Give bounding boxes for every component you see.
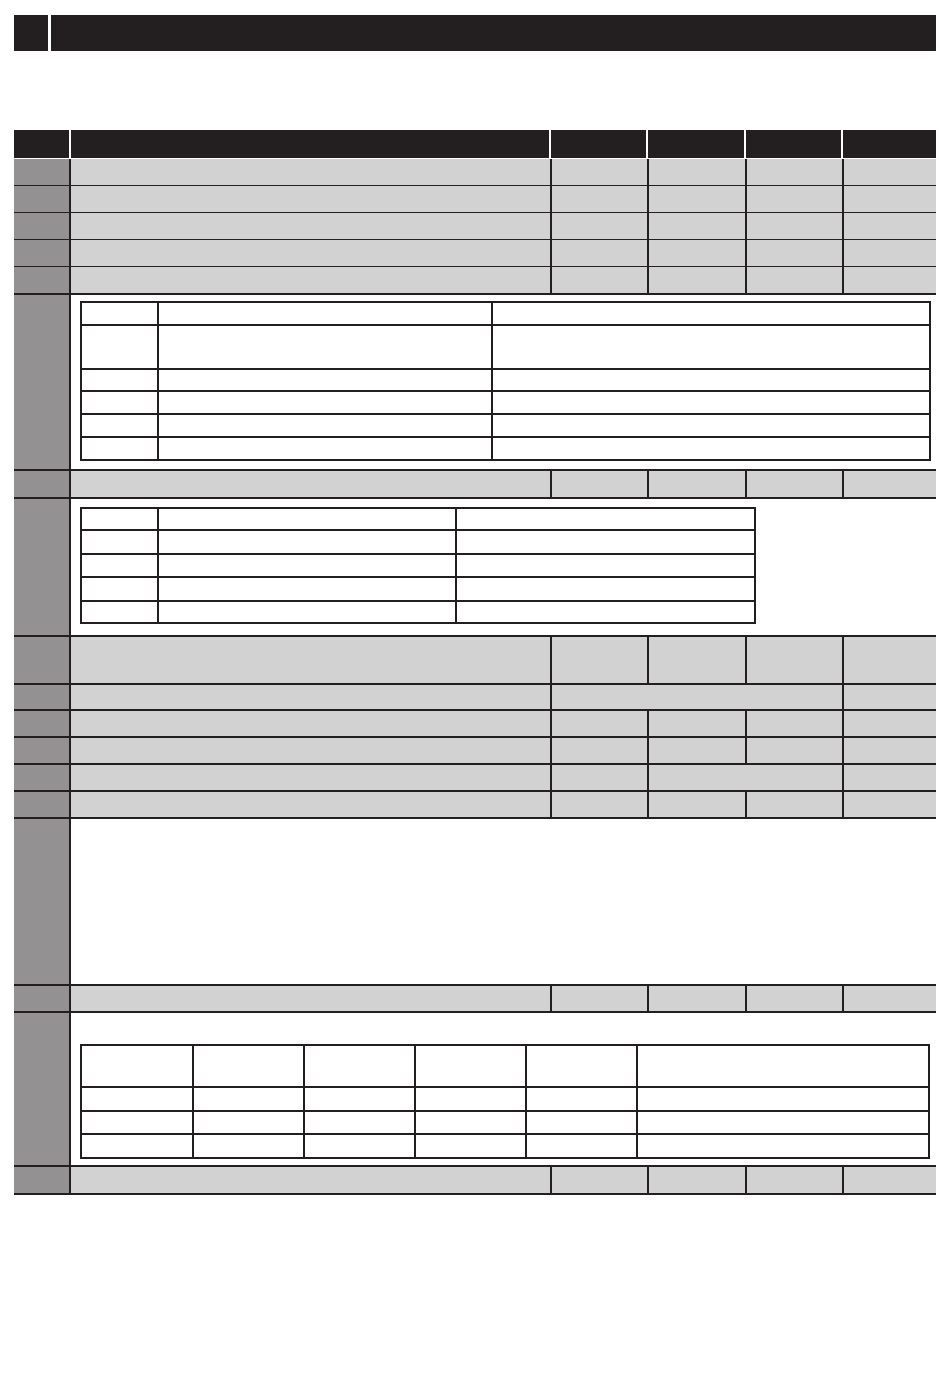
inner-table-row (81, 1134, 929, 1158)
inner-table-cell (81, 554, 158, 577)
inner-table-cell (456, 530, 755, 554)
inner-table-cell (492, 325, 930, 369)
inner-table-cell (158, 369, 492, 391)
table-row-8 (71, 685, 936, 709)
inner-table-cell (304, 1087, 415, 1111)
inner-table-cell (526, 1045, 637, 1087)
inner-table-1 (80, 301, 931, 461)
inner-table-cell (81, 1111, 193, 1134)
column-divider (550, 267, 552, 293)
row-divider (14, 1193, 936, 1195)
inner-table-cell (492, 414, 930, 437)
table-row-9 (71, 711, 936, 736)
inner-table-row (81, 1087, 929, 1111)
inner-table-cell (158, 554, 456, 577)
column-divider (647, 986, 649, 1011)
table-row-12 (71, 792, 936, 817)
column-divider (745, 792, 747, 817)
column-divider (550, 792, 552, 817)
column-divider (745, 471, 747, 497)
inner-table-cell (637, 1045, 929, 1087)
column-divider (745, 738, 747, 763)
inner-table-cell (415, 1111, 526, 1134)
inner-table-cell (304, 1045, 415, 1087)
row-label-extension (14, 1013, 69, 1165)
table-row-5 (71, 267, 936, 293)
inner-table-cell (637, 1087, 929, 1111)
column-divider (550, 159, 552, 185)
inner-table-row (81, 1045, 929, 1087)
column-divider (647, 240, 649, 266)
row-label-cell-12 (14, 792, 70, 817)
inner-table-cell (158, 325, 492, 369)
inner-table-row (81, 414, 930, 437)
inner-table-cell (492, 437, 930, 460)
column-divider (647, 711, 649, 736)
inner-table-cell (304, 1134, 415, 1158)
column-divider (550, 1167, 552, 1193)
inner-table-cell (81, 601, 158, 623)
inner-table-cell (81, 437, 158, 460)
inner-table-cell (81, 414, 158, 437)
column-divider (550, 685, 552, 709)
column-divider (550, 637, 552, 683)
inner-table-cell (158, 437, 492, 460)
inner-table-cell (81, 325, 158, 369)
column-divider (647, 792, 649, 817)
inner-table-cell (81, 391, 158, 414)
inner-table-cell (456, 601, 755, 623)
inner-table-row (81, 530, 755, 554)
column-divider (842, 711, 844, 736)
column-divider (550, 765, 552, 790)
inner-table-cell (304, 1111, 415, 1134)
column-divider (550, 213, 552, 239)
inner-table-cell (637, 1134, 929, 1158)
inner-table-cell (81, 577, 158, 601)
inner-table-cell (81, 530, 158, 554)
column-divider (842, 240, 844, 266)
row-label-cell-6 (14, 471, 70, 497)
table-header-row (14, 130, 936, 158)
table-row-6 (71, 471, 936, 497)
table-row-3 (71, 213, 936, 239)
inner-table-cell (492, 369, 930, 391)
inner-table-cell (81, 302, 158, 325)
inner-table-row (81, 554, 755, 577)
page-header-bar (14, 15, 936, 51)
inner-table-cell (158, 414, 492, 437)
column-divider (745, 637, 747, 683)
column-divider (550, 738, 552, 763)
inner-table-cell (492, 391, 930, 414)
row-label-cell-2 (14, 186, 70, 212)
table-row-2 (71, 186, 936, 212)
row-label-cell-9 (14, 711, 70, 736)
column-divider (647, 213, 649, 239)
column-divider (842, 637, 844, 683)
inner-table-cell (81, 1045, 193, 1087)
inner-table-cell (415, 1134, 526, 1158)
column-divider (842, 213, 844, 239)
inner-table-3 (80, 1044, 930, 1159)
table-row-13 (71, 986, 936, 1011)
table-row-10 (71, 738, 936, 763)
row-label-extension (14, 295, 69, 469)
inner-table-cell (158, 577, 456, 601)
column-divider (842, 738, 844, 763)
inner-table-cell (193, 1134, 304, 1158)
inner-table-row (81, 577, 755, 601)
column-divider (647, 765, 649, 790)
row-label-cell-4 (14, 240, 70, 266)
column-divider (550, 240, 552, 266)
inner-table-cell (456, 554, 755, 577)
column-divider (745, 240, 747, 266)
row-label-cell-5 (14, 267, 70, 293)
inner-table-cell (193, 1045, 304, 1087)
row-label-cell-13 (14, 986, 70, 1011)
row-label-cell-14 (14, 1167, 70, 1193)
column-divider (745, 1167, 747, 1193)
inner-table-row (81, 508, 755, 530)
inner-table-cell (456, 577, 755, 601)
row-label-cell-1 (14, 159, 70, 185)
inner-table-cell (492, 302, 930, 325)
column-divider (842, 267, 844, 293)
column-divider (550, 471, 552, 497)
table-row-4 (71, 240, 936, 266)
column-divider (842, 471, 844, 497)
row-label-cell-3 (14, 213, 70, 239)
row-label-cell-8 (14, 685, 70, 709)
inner-table-cell (158, 601, 456, 623)
inner-table-cell (158, 391, 492, 414)
inner-table-cell (158, 530, 456, 554)
inner-table-cell (158, 508, 456, 530)
column-divider (842, 1167, 844, 1193)
inner-table-cell (637, 1111, 929, 1134)
column-divider (550, 711, 552, 736)
column-divider (550, 986, 552, 1011)
inner-table-cell (193, 1087, 304, 1111)
inner-table-row (81, 1111, 929, 1134)
column-divider (550, 186, 552, 212)
page-header-divider (48, 15, 51, 51)
inner-table-cell (81, 1087, 193, 1111)
column-divider (842, 792, 844, 817)
column-divider (842, 186, 844, 212)
column-divider (647, 637, 649, 683)
inner-table-cell (415, 1087, 526, 1111)
inner-table-row (81, 391, 930, 414)
row-label-cell-10 (14, 738, 70, 763)
column-divider (745, 711, 747, 736)
column-divider (647, 186, 649, 212)
column-divider (842, 765, 844, 790)
inner-table-row (81, 369, 930, 391)
table-row-11 (71, 765, 936, 790)
column-divider (745, 213, 747, 239)
inner-table-cell (158, 302, 492, 325)
row-label-cell-7 (14, 637, 70, 683)
inner-table-cell (526, 1134, 637, 1158)
column-divider (745, 986, 747, 1011)
column-divider (647, 1167, 649, 1193)
column-divider (745, 159, 747, 185)
table-row-7 (71, 637, 936, 683)
table-row-14 (71, 1167, 936, 1193)
column-divider (647, 159, 649, 185)
inner-table-cell (81, 508, 158, 530)
column-divider (745, 186, 747, 212)
row-label-cell-11 (14, 765, 70, 790)
column-divider (842, 685, 844, 709)
row-label-extension (14, 819, 69, 984)
row-label-extension (14, 499, 69, 635)
inner-table-cell (81, 1134, 193, 1158)
inner-table-row (81, 437, 930, 460)
inner-table-cell (81, 369, 158, 391)
inner-table-row (81, 302, 930, 325)
inner-table-cell (526, 1111, 637, 1134)
inner-table-cell (415, 1045, 526, 1087)
inner-table-row (81, 325, 930, 369)
column-divider (842, 159, 844, 185)
inner-table-cell (456, 508, 755, 530)
column-divider (647, 738, 649, 763)
column-divider (745, 267, 747, 293)
expanded-section-3 (71, 819, 936, 984)
column-divider (647, 267, 649, 293)
inner-table-cell (526, 1087, 637, 1111)
inner-table-cell (193, 1111, 304, 1134)
column-divider (842, 986, 844, 1011)
table-row-1 (71, 159, 936, 185)
column-divider (647, 471, 649, 497)
inner-table-row (81, 601, 755, 623)
inner-table-2 (80, 507, 756, 624)
